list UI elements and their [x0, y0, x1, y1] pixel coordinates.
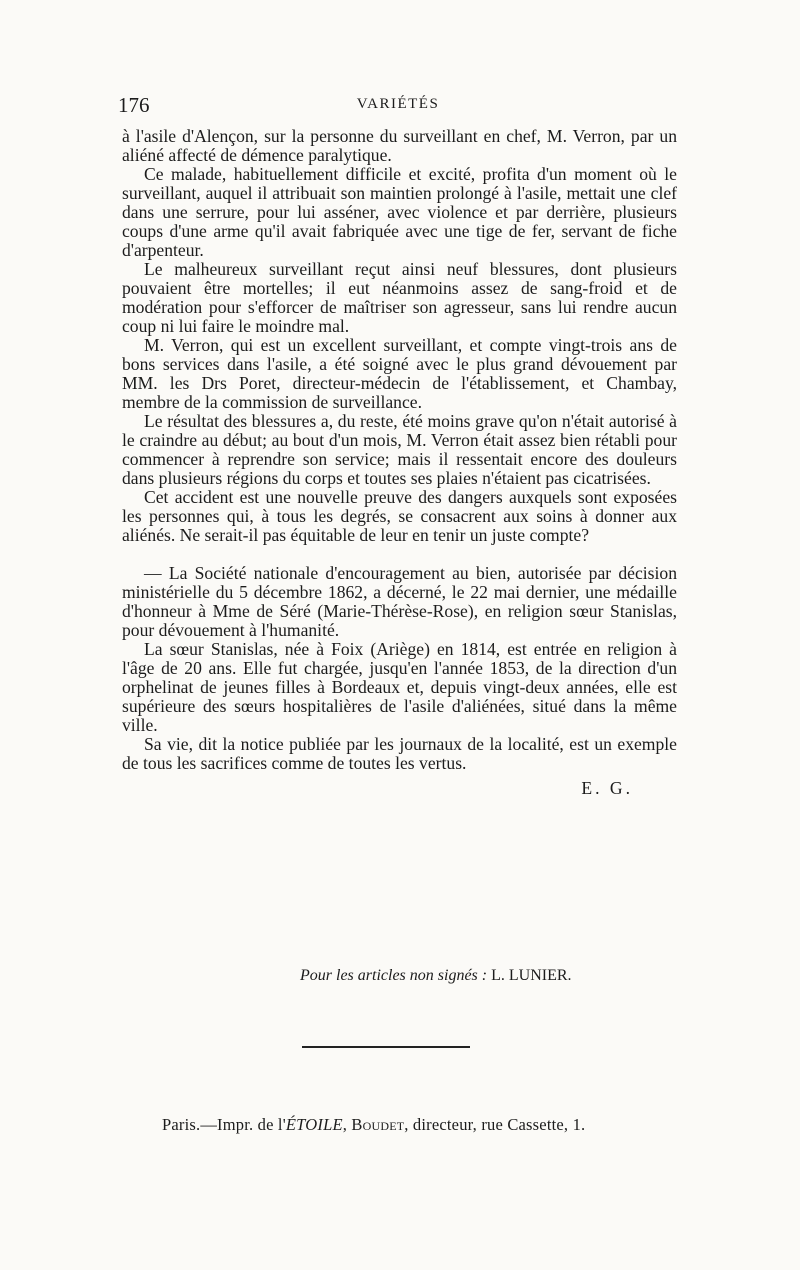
divider-rule — [302, 1046, 470, 1048]
page-header — [118, 93, 678, 119]
imprint-journal: ÉTOILE — [285, 1115, 343, 1134]
paragraph: Le malheureux surveillant reçut ainsi neuf blessures, dont plusieurs pouvaient être mortelles; il eut néanmoins assez de sang-froid et de modération pour s'efforcer de maîtriser son agresseur, sans lui rendre aucun coup ni lui faire le moindre mal. — [122, 259, 677, 336]
paragraph: Sa vie, dit la notice publiée par les journaux de la localité, est un exemple de tous les sacrifices comme de toutes les vertus. — [122, 734, 677, 773]
unsigned-note-label: Pour les articles non signés : — [300, 967, 488, 984]
running-title: VARIÉTÉS — [356, 96, 440, 112]
imprint-prefix: Paris.—Impr. de l' — [162, 1115, 286, 1134]
imprint-suffix: , directeur, rue Cassette, 1. — [404, 1115, 586, 1134]
paragraph: à l'asile d'Alençon, sur la personne du surveillant en chef, M. Verron, par un aliéné affecté de démence paralytique. — [122, 126, 677, 165]
paragraph: M. Verron, qui est un excellent surveillant, et compte vingt-trois ans de bons services dans l'asile, a été soigné avec le plus grand dévouement par MM. les Drs Poret, directeur-médecin de l'établissement, et Chambay, membre de la commission de surveillance. — [122, 335, 677, 412]
signature: E. G. — [581, 778, 633, 798]
paragraph: Cet accident est une nouvelle preuve des dangers auxquels sont exposées les personnes qui, à tous les degrés, se consacrent aux soins à donner aux aliénés. Ne serait-il pas équitable de leur en tenir un juste compte? — [122, 487, 677, 545]
paragraph: La sœur Stanislas, née à Foix (Ariège) en 1814, est entrée en religion à l'âge de 20 ans. Elle fut chargée, jusqu'en l'année 1853, de la direction d'un orphelinat de jeunes filles à Bordeaux et, depuis vingt-deux années, elle est supérieure des sœurs hospitalières de l'asile d'aliénées, situé dans la même ville. — [122, 639, 677, 735]
printer-imprint — [162, 1115, 585, 1135]
imprint-printer: Boudet — [351, 1115, 405, 1134]
page-number: 176 — [118, 93, 150, 117]
imprint-middle: , — [342, 1115, 352, 1134]
paragraph: Le résultat des blessures a, du reste, été moins grave qu'on n'était autorisé à le craindre au début; au bout d'un mois, M. Verron était assez bien rétabli pour commencer à reprendre son service; mais il ressentait encore des douleurs dans plusieurs régions du corps et toutes ses plaies n'étaient pas cicatrisées. — [122, 411, 677, 488]
paragraph: Ce malade, habituellement difficile et excité, profita d'un moment où le surveillant, auquel il attribuait son maintien prolongé à l'asile, mettait une clef dans une serrure, pour lui asséner, avec violence et par derrière, plusieurs coups d'une arme qu'il avait fabriquée avec une tige de fer, servant de fiche d'arpenteur. — [122, 164, 677, 260]
unsigned-articles-note — [300, 967, 572, 985]
body-text — [122, 127, 677, 798]
unsigned-note-name: L. LUNIER. — [491, 967, 572, 984]
paragraph: — La Société nationale d'encouragement au bien, autorisée par décision ministérielle du 5 décembre 1862, a décerné, le 22 mai dernier, une médaille d'honneur à Mme de Séré (Marie-Thérèse-Rose), en religion sœur Stanislas, pour dévouement à l'humanité. — [122, 563, 677, 640]
